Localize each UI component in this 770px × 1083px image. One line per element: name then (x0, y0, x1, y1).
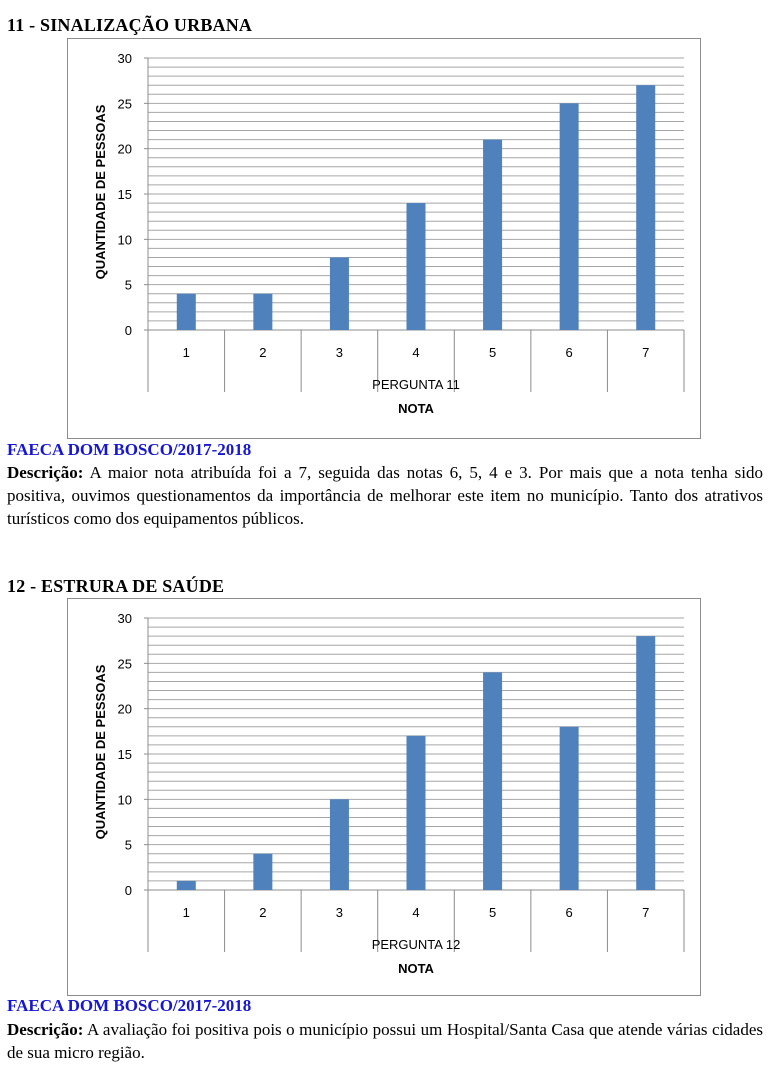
x-tick-label: 4 (412, 345, 420, 360)
description (7, 1018, 763, 1064)
chart-panel (67, 38, 701, 439)
bar (560, 727, 579, 890)
y-tick-label: 0 (124, 323, 132, 338)
bar (483, 672, 502, 890)
y-tick-label: 5 (124, 837, 132, 853)
description (7, 461, 763, 530)
bar (407, 736, 426, 890)
y-tick-label: 25 (117, 656, 132, 672)
bar (560, 103, 579, 330)
description-label: Descrição: (7, 1020, 84, 1039)
bar (330, 799, 349, 890)
source-label: FAECA DOM BOSCO/2017-2018 (7, 440, 252, 459)
x-tick-label: 3 (335, 345, 344, 360)
bar-chart-svg (68, 39, 702, 440)
section-title: 12 - ESTRURA DE SAÚDE (7, 576, 225, 596)
bar (253, 854, 272, 890)
y-tick-label: 20 (117, 141, 132, 157)
x-axis-title: NOTA (398, 401, 434, 416)
category-group-label: PERGUNTA 12 (371, 937, 461, 952)
y-tick-label: 10 (117, 232, 132, 248)
y-tick-label: 5 (124, 277, 132, 293)
bar (636, 85, 655, 330)
x-tick-label: 5 (488, 345, 497, 360)
y-axis-title: QUANTIDADE DE PESSOAS (93, 104, 108, 280)
bar (483, 140, 502, 330)
x-axis-title: NOTA (398, 961, 434, 976)
x-tick-label: 1 (182, 345, 190, 360)
bar-chart-svg (68, 599, 702, 997)
bar (407, 203, 426, 330)
y-tick-label: 15 (117, 747, 132, 762)
description-label: Descrição: (7, 463, 84, 482)
y-tick-label: 25 (117, 96, 132, 112)
x-tick-label: 1 (182, 905, 190, 920)
y-axis-title: QUANTIDADE DE PESSOAS (93, 664, 108, 840)
bar (177, 881, 196, 890)
x-tick-label: 6 (565, 905, 573, 920)
source-label: FAECA DOM BOSCO/2017-2018 (7, 996, 252, 1015)
x-tick-label: 2 (259, 905, 267, 920)
bar (330, 257, 349, 330)
section-title: 11 - SINALIZAÇÃO URBANA (7, 15, 253, 35)
x-tick-label: 6 (565, 345, 573, 360)
y-tick-label: 30 (117, 611, 132, 626)
x-tick-label: 2 (259, 345, 267, 360)
description-text: A avaliação foi positiva pois o município possui um Hospital/Santa Casa que atende várias cidades de sua micro região. (7, 1020, 763, 1062)
category-group-label: PERGUNTA 11 (372, 377, 460, 392)
bar (636, 636, 655, 890)
chart-panel (67, 598, 701, 996)
y-tick-label: 10 (117, 792, 132, 808)
y-tick-label: 0 (124, 883, 132, 898)
description-text: A maior nota atribuída foi a 7, seguida das notas 6, 5, 4 e 3. Por mais que a nota tenha sido positiva, ouvimos questionamentos da importância de melhorar este item no município. Tanto dos atrativos turísticos como dos equipamentos públicos. (7, 463, 763, 528)
y-tick-label: 20 (117, 701, 132, 717)
bar (253, 294, 272, 330)
y-tick-label: 15 (117, 187, 132, 202)
x-tick-label: 5 (488, 905, 497, 920)
x-tick-label: 7 (642, 345, 650, 360)
x-tick-label: 3 (335, 905, 344, 920)
x-tick-label: 7 (642, 905, 650, 920)
y-tick-label: 30 (117, 51, 132, 66)
x-tick-label: 4 (412, 905, 420, 920)
bar (177, 294, 196, 330)
